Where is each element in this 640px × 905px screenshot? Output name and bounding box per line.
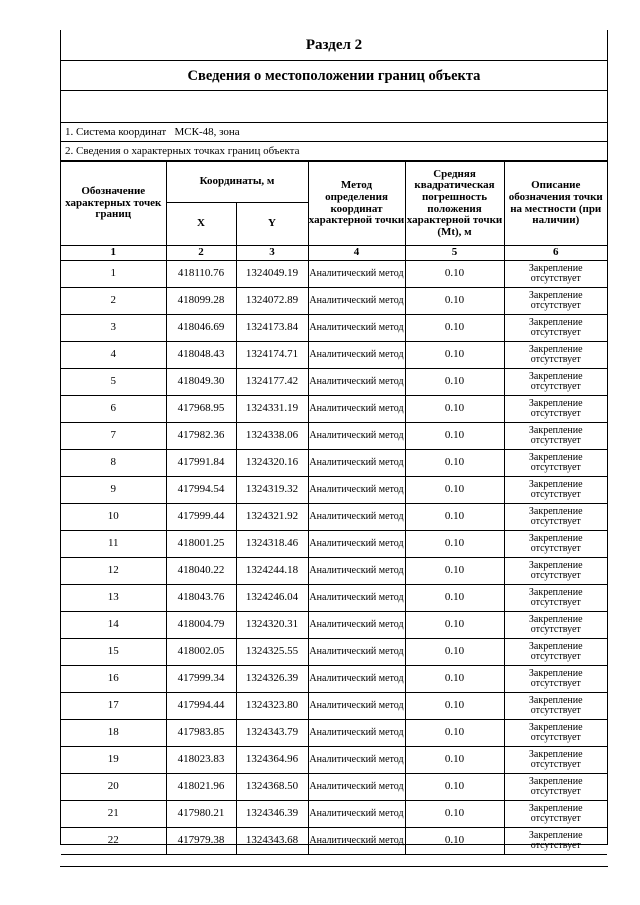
header-x: X (166, 203, 236, 246)
table-row (61, 423, 607, 450)
point-number-cell: 10 (61, 504, 166, 531)
method-cell: Аналитический метод (308, 774, 405, 801)
point-number-cell: 8 (61, 450, 166, 477)
blank-row (61, 91, 607, 123)
error-cell: 0.10 (405, 747, 504, 774)
x-coordinate-cell: 417979.38 (166, 828, 236, 855)
y-coordinate-cell: 1324321.92 (236, 504, 308, 531)
column-number: 1 (61, 246, 166, 261)
point-number-cell: 21 (61, 801, 166, 828)
description-cell: Закрепление отсутствует (504, 261, 607, 288)
point-number-cell: 6 (61, 396, 166, 423)
method-cell: Аналитический метод (308, 558, 405, 585)
y-coordinate-cell: 1324174.71 (236, 342, 308, 369)
column-number-row (61, 246, 607, 261)
description-cell: Закрепление отсутствует (504, 450, 607, 477)
header-method: Метод определения координат характерной точки (308, 162, 405, 246)
y-coordinate-cell: 1324072.89 (236, 288, 308, 315)
method-cell: Аналитический метод (308, 477, 405, 504)
description-cell: Закрепление отсутствует (504, 747, 607, 774)
y-coordinate-cell: 1324368.50 (236, 774, 308, 801)
x-coordinate-cell: 417999.44 (166, 504, 236, 531)
x-coordinate-cell: 418043.76 (166, 585, 236, 612)
description-cell: Закрепление отсутствует (504, 612, 607, 639)
table-row (61, 558, 607, 585)
y-coordinate-cell: 1324246.04 (236, 585, 308, 612)
x-coordinate-cell: 418110.76 (166, 261, 236, 288)
description-cell: Закрепление отсутствует (504, 396, 607, 423)
y-coordinate-cell: 1324364.96 (236, 747, 308, 774)
column-number: 2 (166, 246, 236, 261)
error-cell: 0.10 (405, 639, 504, 666)
error-cell: 0.10 (405, 801, 504, 828)
x-coordinate-cell: 418023.83 (166, 747, 236, 774)
description-cell: Закрепление отсутствует (504, 828, 607, 855)
error-cell: 0.10 (405, 423, 504, 450)
y-coordinate-cell: 1324319.32 (236, 477, 308, 504)
x-coordinate-cell: 418021.96 (166, 774, 236, 801)
error-cell: 0.10 (405, 450, 504, 477)
y-coordinate-cell: 1324346.39 (236, 801, 308, 828)
description-cell: Закрепление отсутствует (504, 531, 607, 558)
point-number-cell: 20 (61, 774, 166, 801)
error-cell: 0.10 (405, 828, 504, 855)
description-cell: Закрепление отсутствует (504, 315, 607, 342)
description-cell: Закрепление отсутствует (504, 720, 607, 747)
error-cell: 0.10 (405, 369, 504, 396)
method-cell: Аналитический метод (308, 720, 405, 747)
description-cell: Закрепление отсутствует (504, 639, 607, 666)
x-coordinate-cell: 418049.30 (166, 369, 236, 396)
point-number-cell: 3 (61, 315, 166, 342)
table-row (61, 261, 607, 288)
table-row (61, 531, 607, 558)
table-row (61, 639, 607, 666)
y-coordinate-cell: 1324320.16 (236, 450, 308, 477)
error-cell: 0.10 (405, 558, 504, 585)
point-number-cell: 16 (61, 666, 166, 693)
header-error: Средняя квадратическая погрешность положения характерной точки (Mt), м (405, 162, 504, 246)
coordinate-system-line (61, 123, 607, 142)
header-y: Y (236, 203, 308, 246)
table-body (61, 261, 607, 855)
method-cell: Аналитический метод (308, 531, 405, 558)
error-cell: 0.10 (405, 720, 504, 747)
y-coordinate-cell: 1324325.55 (236, 639, 308, 666)
error-cell: 0.10 (405, 396, 504, 423)
method-cell: Аналитический метод (308, 504, 405, 531)
point-number-cell: 22 (61, 828, 166, 855)
method-cell: Аналитический метод (308, 342, 405, 369)
column-number: 5 (405, 246, 504, 261)
table-row (61, 504, 607, 531)
y-coordinate-cell: 1324331.19 (236, 396, 308, 423)
method-cell: Аналитический метод (308, 585, 405, 612)
method-cell: Аналитический метод (308, 315, 405, 342)
method-cell: Аналитический метод (308, 801, 405, 828)
method-cell: Аналитический метод (308, 639, 405, 666)
table-row (61, 450, 607, 477)
table-row (61, 342, 607, 369)
table-row (61, 747, 607, 774)
point-number-cell: 15 (61, 639, 166, 666)
point-number-cell: 12 (61, 558, 166, 585)
point-number-cell: 9 (61, 477, 166, 504)
coordinate-system-value: МСК-48, зона (174, 126, 240, 138)
method-cell: Аналитический метод (308, 693, 405, 720)
y-coordinate-cell: 1324173.84 (236, 315, 308, 342)
main-title: Сведения о местоположении границ объекта (61, 61, 607, 91)
method-cell: Аналитический метод (308, 423, 405, 450)
error-cell: 0.10 (405, 315, 504, 342)
error-cell: 0.10 (405, 666, 504, 693)
table-row (61, 666, 607, 693)
error-cell: 0.10 (405, 612, 504, 639)
header-description: Описание обозначения точки на местности (при наличии) (504, 162, 607, 246)
header-designation: Обозначение характерных точек границ (61, 162, 166, 246)
description-cell: Закрепление отсутствует (504, 558, 607, 585)
point-number-cell: 2 (61, 288, 166, 315)
description-cell: Закрепление отсутствует (504, 504, 607, 531)
table-row (61, 369, 607, 396)
method-cell: Аналитический метод (308, 261, 405, 288)
x-coordinate-cell: 418002.05 (166, 639, 236, 666)
method-cell: Аналитический метод (308, 612, 405, 639)
table-row (61, 288, 607, 315)
y-coordinate-cell: 1324343.68 (236, 828, 308, 855)
description-cell: Закрепление отсутствует (504, 774, 607, 801)
x-coordinate-cell: 417983.85 (166, 720, 236, 747)
y-coordinate-cell: 1324338.06 (236, 423, 308, 450)
description-cell: Закрепление отсутствует (504, 666, 607, 693)
x-coordinate-cell: 418001.25 (166, 531, 236, 558)
x-coordinate-cell: 418048.43 (166, 342, 236, 369)
error-cell: 0.10 (405, 288, 504, 315)
point-number-cell: 5 (61, 369, 166, 396)
error-cell: 0.10 (405, 342, 504, 369)
table-row (61, 693, 607, 720)
y-coordinate-cell: 1324326.39 (236, 666, 308, 693)
y-coordinate-cell: 1324177.42 (236, 369, 308, 396)
method-cell: Аналитический метод (308, 450, 405, 477)
y-coordinate-cell: 1324320.31 (236, 612, 308, 639)
point-number-cell: 7 (61, 423, 166, 450)
description-cell: Закрепление отсутствует (504, 288, 607, 315)
table-row (61, 720, 607, 747)
x-coordinate-cell: 418099.28 (166, 288, 236, 315)
point-number-cell: 1 (61, 261, 166, 288)
description-cell: Закрепление отсутствует (504, 477, 607, 504)
trailing-blank-row (61, 830, 607, 845)
y-coordinate-cell: 1324318.46 (236, 531, 308, 558)
error-cell: 0.10 (405, 585, 504, 612)
column-number: 4 (308, 246, 405, 261)
method-cell: Аналитический метод (308, 288, 405, 315)
y-coordinate-cell: 1324343.79 (236, 720, 308, 747)
footer-rule (60, 866, 608, 867)
document-sheet (60, 30, 608, 851)
description-cell: Закрепление отсутствует (504, 693, 607, 720)
section-title: Раздел 2 (61, 30, 607, 61)
method-cell: Аналитический метод (308, 666, 405, 693)
point-number-cell: 4 (61, 342, 166, 369)
x-coordinate-cell: 418046.69 (166, 315, 236, 342)
y-coordinate-cell: 1324323.80 (236, 693, 308, 720)
points-heading: 2. Сведения о характерных точках границ объекта (61, 142, 607, 161)
point-number-cell: 17 (61, 693, 166, 720)
x-coordinate-cell: 417980.21 (166, 801, 236, 828)
error-cell: 0.10 (405, 531, 504, 558)
description-cell: Закрепление отсутствует (504, 369, 607, 396)
x-coordinate-cell: 417982.36 (166, 423, 236, 450)
table-row (61, 477, 607, 504)
x-coordinate-cell: 417999.34 (166, 666, 236, 693)
error-cell: 0.10 (405, 693, 504, 720)
x-coordinate-cell: 417994.54 (166, 477, 236, 504)
point-number-cell: 18 (61, 720, 166, 747)
method-cell: Аналитический метод (308, 747, 405, 774)
y-coordinate-cell: 1324244.18 (236, 558, 308, 585)
error-cell: 0.10 (405, 504, 504, 531)
coordinate-system-label: 1. Система координат (65, 126, 167, 138)
table-row (61, 585, 607, 612)
x-coordinate-cell: 418004.79 (166, 612, 236, 639)
method-cell: Аналитический метод (308, 369, 405, 396)
error-cell: 0.10 (405, 261, 504, 288)
point-number-cell: 19 (61, 747, 166, 774)
x-coordinate-cell: 417991.84 (166, 450, 236, 477)
table-row (61, 396, 607, 423)
method-cell: Аналитический метод (308, 828, 405, 855)
boundary-points-table (61, 161, 607, 855)
method-cell: Аналитический метод (308, 396, 405, 423)
table-row (61, 774, 607, 801)
column-number: 6 (504, 246, 607, 261)
error-cell: 0.10 (405, 774, 504, 801)
y-coordinate-cell: 1324049.19 (236, 261, 308, 288)
table-row (61, 612, 607, 639)
point-number-cell: 13 (61, 585, 166, 612)
x-coordinate-cell: 417994.44 (166, 693, 236, 720)
description-cell: Закрепление отсутствует (504, 342, 607, 369)
table-row (61, 801, 607, 828)
table-row (61, 315, 607, 342)
description-cell: Закрепление отсутствует (504, 801, 607, 828)
header-coordinates: Координаты, м (166, 162, 308, 203)
point-number-cell: 14 (61, 612, 166, 639)
description-cell: Закрепление отсутствует (504, 585, 607, 612)
column-number: 3 (236, 246, 308, 261)
point-number-cell: 11 (61, 531, 166, 558)
description-cell: Закрепление отсутствует (504, 423, 607, 450)
x-coordinate-cell: 418040.22 (166, 558, 236, 585)
x-coordinate-cell: 417968.95 (166, 396, 236, 423)
error-cell: 0.10 (405, 477, 504, 504)
